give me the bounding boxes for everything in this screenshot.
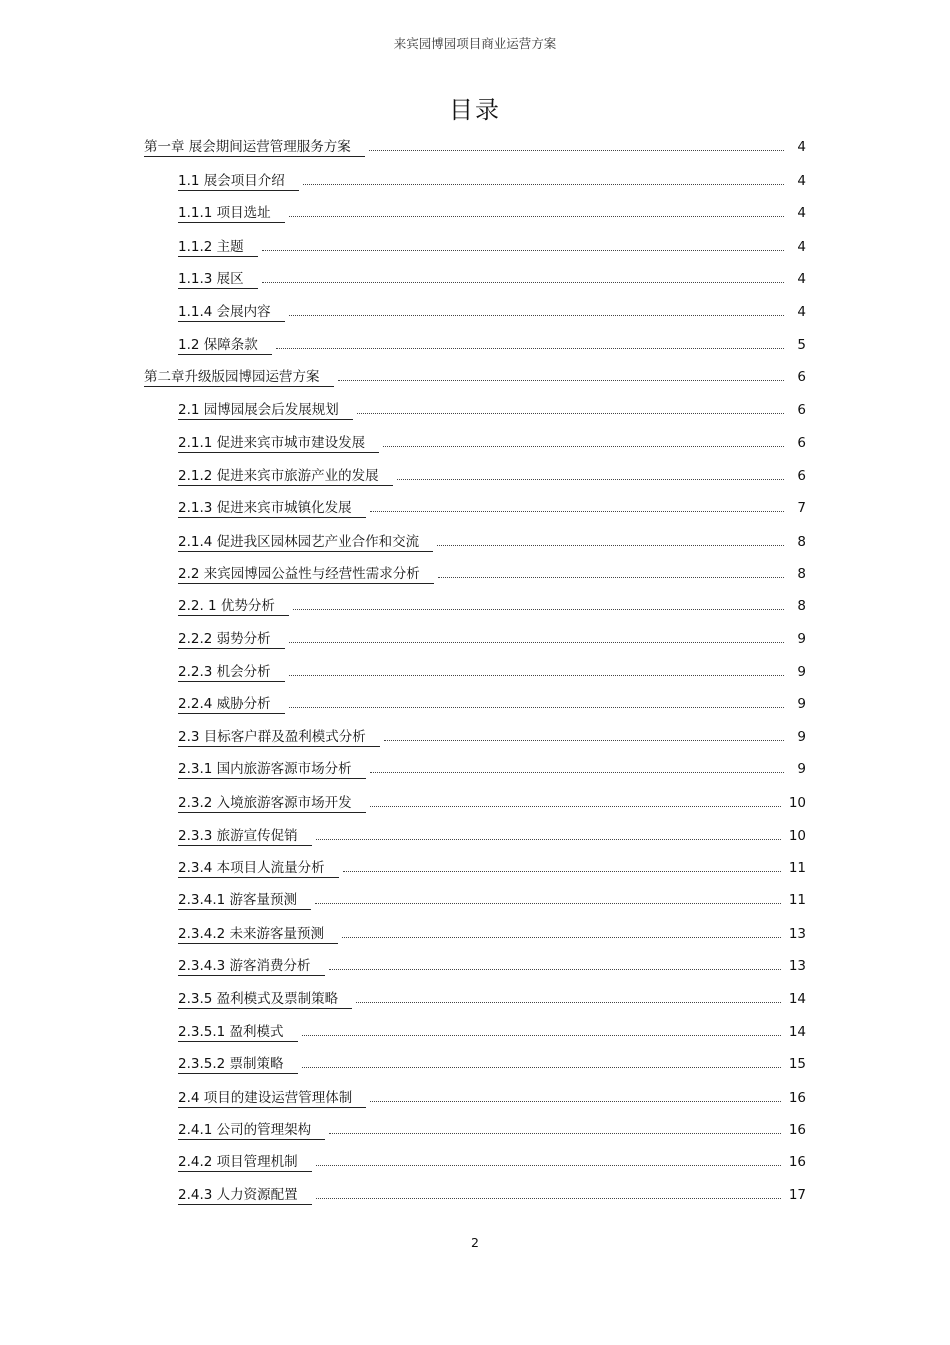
toc-leader-dots — [437, 533, 784, 546]
toc-entry[interactable] — [144, 138, 806, 162]
toc-entry-page: 4 — [797, 205, 806, 221]
toc-entry-page: 16 — [788, 1090, 806, 1106]
toc-entry[interactable] — [178, 1186, 806, 1210]
page-number: 2 — [471, 1235, 479, 1250]
toc-entry[interactable] — [178, 1153, 806, 1177]
toc-entry-label: 2.3.5.2 票制策略 — [178, 1056, 298, 1074]
toc-entry[interactable] — [178, 760, 806, 784]
toc-entry-page: 10 — [788, 795, 806, 811]
toc-entry[interactable] — [178, 990, 806, 1014]
toc-leader-dots — [370, 794, 781, 807]
toc-leader-dots — [303, 172, 784, 185]
toc-entry-page: 16 — [788, 1122, 806, 1138]
toc-leader-dots — [356, 990, 781, 1003]
toc-leader-dots — [289, 695, 784, 708]
toc-leader-dots — [289, 663, 784, 676]
toc-entry-page: 13 — [788, 958, 806, 974]
toc-entry-label: 2.3.4.2 未来游客量预测 — [178, 926, 338, 944]
toc-entry[interactable] — [178, 1089, 806, 1113]
toc-entry-page: 15 — [788, 1056, 806, 1072]
toc-entry-label: 2.3 目标客户群及盈利模式分析 — [178, 729, 380, 747]
toc-leader-dots — [276, 336, 784, 349]
toc-entry-label: 1.1.1 项目选址 — [178, 205, 285, 223]
toc-entry-page: 8 — [797, 598, 806, 614]
toc-entry[interactable] — [178, 827, 806, 851]
toc-entry-label: 2.3.5.1 盈利模式 — [178, 1024, 298, 1042]
toc-entry-page: 9 — [797, 696, 806, 712]
toc-entry[interactable] — [144, 368, 806, 392]
toc-entry[interactable] — [178, 565, 806, 589]
toc-entry[interactable] — [178, 630, 806, 654]
toc-entry-page: 6 — [797, 369, 806, 385]
toc-entry-label: 第一章 展会期间运营管理服务方案 — [144, 139, 365, 157]
toc-entry-label: 1.1.4 会展内容 — [178, 304, 285, 322]
toc-entry[interactable] — [178, 925, 806, 949]
toc-entry[interactable] — [178, 467, 806, 491]
toc-entry-label: 2.2.2 弱势分析 — [178, 631, 285, 649]
toc-entry-page: 9 — [797, 729, 806, 745]
toc-leader-dots — [293, 597, 784, 610]
toc-leader-dots — [289, 630, 784, 643]
toc-entry[interactable] — [178, 1055, 806, 1079]
toc-entry-page: 4 — [797, 139, 806, 155]
toc-leader-dots — [338, 368, 785, 381]
toc-entry-label: 2.3.3 旅游宣传促销 — [178, 828, 312, 846]
toc-entry[interactable] — [178, 859, 806, 883]
toc-entry-label: 2.1.2 促进来宾市旅游产业的发展 — [178, 468, 393, 486]
toc-entry-label: 1.1 展会项目介绍 — [178, 173, 299, 191]
toc-leader-dots — [370, 499, 784, 512]
toc-entry[interactable] — [178, 695, 806, 719]
toc-entry[interactable] — [178, 663, 806, 687]
page-title: 目录 — [449, 96, 501, 124]
toc-leader-dots — [262, 270, 784, 283]
toc-entry-page: 7 — [797, 500, 806, 516]
toc-entry-page: 9 — [797, 631, 806, 647]
toc-entry-label: 2.2. 1 优势分析 — [178, 598, 289, 616]
toc-entry-label: 第二章升级版园博园运营方案 — [144, 369, 334, 387]
toc-leader-dots — [370, 760, 784, 773]
toc-leader-dots — [316, 1186, 781, 1199]
toc-entry-page: 6 — [797, 435, 806, 451]
toc-leader-dots — [262, 238, 784, 251]
toc-leader-dots — [383, 434, 784, 447]
toc-entry[interactable] — [178, 728, 806, 752]
toc-entry[interactable] — [178, 238, 806, 262]
toc-entry-label: 2.1.3 促进来宾市城镇化发展 — [178, 500, 366, 518]
toc-entry-label: 2.4.2 项目管理机制 — [178, 1154, 312, 1172]
toc-entry-label: 2.3.5 盈利模式及票制策略 — [178, 991, 352, 1009]
toc-entry[interactable] — [178, 434, 806, 458]
toc-entry[interactable] — [178, 1121, 806, 1145]
toc-leader-dots — [289, 303, 784, 316]
toc-entry-label: 2.2.3 机会分析 — [178, 664, 285, 682]
toc-entry-label: 1.2 保障条款 — [178, 337, 272, 355]
toc-leader-dots — [315, 891, 781, 904]
toc-leader-dots — [438, 565, 784, 578]
toc-entry[interactable] — [178, 891, 806, 915]
toc-leader-dots — [343, 859, 781, 872]
toc-entry[interactable] — [178, 401, 806, 425]
toc-leader-dots — [316, 827, 781, 840]
running-header: 来宾园博园项目商业运营方案 — [393, 36, 557, 51]
toc-entry-page: 14 — [788, 1024, 806, 1040]
toc-entry-page: 8 — [797, 566, 806, 582]
toc-entry[interactable] — [178, 204, 806, 228]
toc-entry-label: 2.3.4.3 游客消费分析 — [178, 958, 325, 976]
toc-entry-page: 13 — [788, 926, 806, 942]
toc-entry-page: 11 — [788, 860, 806, 876]
toc-leader-dots — [369, 138, 784, 151]
toc-entry-page: 8 — [797, 534, 806, 550]
toc-entry-page: 4 — [797, 239, 806, 255]
toc-leader-dots — [302, 1023, 781, 1036]
toc-entry-label: 2.1.4 促进我区园林园艺产业合作和交流 — [178, 534, 433, 552]
toc-entry-page: 16 — [788, 1154, 806, 1170]
toc-entry[interactable] — [178, 533, 806, 557]
toc-entry-label: 2.2 来宾园博园公益性与经营性需求分析 — [178, 566, 434, 584]
toc-entry-label: 2.1 园博园展会后发展规划 — [178, 402, 353, 420]
toc-entry-label: 2.3.4.1 游客量预测 — [178, 892, 311, 910]
toc-leader-dots — [302, 1055, 781, 1068]
toc-entry[interactable] — [178, 794, 806, 818]
toc-entry-label: 2.3.1 国内旅游客源市场分析 — [178, 761, 366, 779]
toc-leader-dots — [289, 204, 784, 217]
toc-leader-dots — [370, 1089, 781, 1102]
toc-entry-label: 2.4.1 公司的管理架构 — [178, 1122, 325, 1140]
toc-entry-page: 4 — [797, 173, 806, 189]
toc-leader-dots — [316, 1153, 781, 1166]
toc-leader-dots — [329, 957, 781, 970]
toc-leader-dots — [329, 1121, 781, 1134]
toc-entry-label: 2.4.3 人力资源配置 — [178, 1187, 312, 1205]
toc-entry[interactable] — [178, 957, 806, 981]
toc-entry-page: 9 — [797, 761, 806, 777]
toc-entry-page: 9 — [797, 664, 806, 680]
toc-leader-dots — [397, 467, 784, 480]
toc-entry-page: 10 — [788, 828, 806, 844]
toc-entry-label: 2.1.1 促进来宾市城市建设发展 — [178, 435, 379, 453]
toc-entry[interactable] — [178, 499, 806, 523]
toc-entry-page: 6 — [797, 468, 806, 484]
toc-entry-page: 4 — [797, 271, 806, 287]
toc-leader-dots — [342, 925, 781, 938]
toc-entry-page: 17 — [788, 1187, 806, 1203]
toc-entry-label: 2.3.4 本项目人流量分析 — [178, 860, 339, 878]
toc-entry-page: 14 — [788, 991, 806, 1007]
toc-entry[interactable] — [178, 336, 806, 360]
toc-entry[interactable] — [178, 597, 806, 621]
toc-entry-label: 2.4 项目的建设运营管理体制 — [178, 1090, 366, 1108]
toc-entry[interactable] — [178, 270, 806, 294]
toc-entry[interactable] — [178, 172, 806, 196]
toc-entry-page: 5 — [797, 337, 806, 353]
toc-entry-page: 11 — [788, 892, 806, 908]
toc-entry[interactable] — [178, 1023, 806, 1047]
toc-entry-label: 2.3.2 入境旅游客源市场开发 — [178, 795, 366, 813]
toc-entry-label: 2.2.4 威胁分析 — [178, 696, 285, 714]
toc-leader-dots — [357, 401, 784, 414]
toc-entry-label: 1.1.2 主题 — [178, 239, 258, 257]
toc-entry-label: 1.1.3 展区 — [178, 271, 258, 289]
toc-entry-page: 4 — [797, 304, 806, 320]
toc-leader-dots — [384, 728, 784, 741]
toc-entry[interactable] — [178, 303, 806, 327]
toc-entry-page: 6 — [797, 402, 806, 418]
